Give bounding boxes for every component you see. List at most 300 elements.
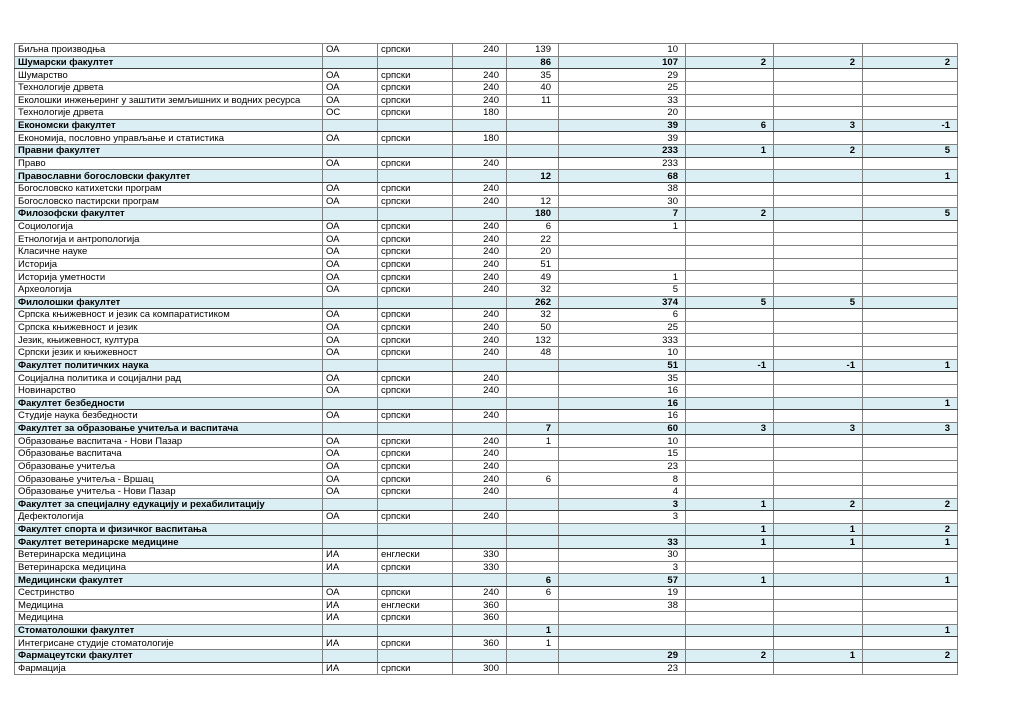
cell-study-type <box>323 170 378 183</box>
cell-value5: 1 <box>863 397 958 410</box>
cell-value3 <box>686 637 774 650</box>
cell-name: Образовање учитеља - Нови Пазар <box>15 485 323 498</box>
cell-language: српски <box>378 258 453 271</box>
program-row <box>15 107 958 120</box>
cell-name: Образовање васпитача - Нови Пазар <box>15 435 323 448</box>
cell-value1 <box>507 359 559 372</box>
cell-espb: 240 <box>453 410 507 423</box>
cell-name: Технологије дрвета <box>15 81 323 94</box>
cell-value1: 6 <box>507 574 559 587</box>
cell-language: српски <box>378 372 453 385</box>
cell-value1: 51 <box>507 258 559 271</box>
cell-language: енглески <box>378 549 453 562</box>
cell-value1: 48 <box>507 347 559 360</box>
cell-value1 <box>507 523 559 536</box>
cell-value5 <box>863 296 958 309</box>
program-row <box>15 258 958 271</box>
cell-value2: 10 <box>559 347 686 360</box>
cell-language: српски <box>378 94 453 107</box>
cell-value1 <box>507 549 559 562</box>
cell-value1: 11 <box>507 94 559 107</box>
cell-espb: 240 <box>453 283 507 296</box>
cell-espb: 240 <box>453 435 507 448</box>
cell-name: Стоматолошки факултет <box>15 624 323 637</box>
cell-study-type: ОС <box>323 107 378 120</box>
cell-value4 <box>774 410 863 423</box>
program-row <box>15 662 958 675</box>
cell-name: Економски факултет <box>15 119 323 132</box>
cell-study-type: ОА <box>323 321 378 334</box>
cell-value5 <box>863 309 958 322</box>
cell-espb: 240 <box>453 384 507 397</box>
cell-value5 <box>863 662 958 675</box>
cell-value1: 12 <box>507 170 559 183</box>
cell-name: Фармацеутски факултет <box>15 650 323 663</box>
cell-value5 <box>863 435 958 448</box>
cell-value4 <box>774 574 863 587</box>
cell-value1 <box>507 119 559 132</box>
cell-name: Социјална политика и социјални рад <box>15 372 323 385</box>
cell-value1 <box>507 599 559 612</box>
cell-value3 <box>686 586 774 599</box>
cell-value2: 33 <box>559 94 686 107</box>
cell-name: Археологија <box>15 283 323 296</box>
program-row <box>15 334 958 347</box>
cell-value3: 2 <box>686 56 774 69</box>
cell-language: српски <box>378 662 453 675</box>
faculty-section-row <box>15 170 958 183</box>
cell-value4 <box>774 586 863 599</box>
cell-value3 <box>686 220 774 233</box>
cell-value5 <box>863 511 958 524</box>
cell-value2: 25 <box>559 321 686 334</box>
cell-espb: 180 <box>453 132 507 145</box>
cell-value3: 1 <box>686 145 774 158</box>
cell-study-type: ОА <box>323 283 378 296</box>
cell-value2: 51 <box>559 359 686 372</box>
cell-name: Филозофски факултет <box>15 208 323 221</box>
program-row <box>15 182 958 195</box>
faculty-section-row <box>15 498 958 511</box>
cell-value3 <box>686 182 774 195</box>
cell-value4 <box>774 81 863 94</box>
program-row <box>15 309 958 322</box>
cell-language: српски <box>378 69 453 82</box>
faculty-section-row <box>15 650 958 663</box>
cell-name: Технологије дрвета <box>15 107 323 120</box>
cell-study-type: ОА <box>323 246 378 259</box>
cell-value1: 35 <box>507 69 559 82</box>
faculty-section-row <box>15 296 958 309</box>
program-row <box>15 220 958 233</box>
cell-language: српски <box>378 561 453 574</box>
cell-study-type: ОА <box>323 157 378 170</box>
cell-espb: 240 <box>453 182 507 195</box>
cell-study-type: ОА <box>323 473 378 486</box>
cell-value3 <box>686 624 774 637</box>
cell-value1 <box>507 536 559 549</box>
cell-espb <box>453 498 507 511</box>
cell-value1: 50 <box>507 321 559 334</box>
cell-espb: 330 <box>453 561 507 574</box>
cell-value3 <box>686 170 774 183</box>
cell-espb <box>453 56 507 69</box>
program-row <box>15 372 958 385</box>
cell-espb <box>453 208 507 221</box>
cell-language: српски <box>378 511 453 524</box>
cell-value3 <box>686 334 774 347</box>
cell-value3 <box>686 233 774 246</box>
cell-value3 <box>686 347 774 360</box>
cell-study-type: ИА <box>323 612 378 625</box>
cell-name: Ветеринарска медицина <box>15 549 323 562</box>
cell-value5: 2 <box>863 650 958 663</box>
cell-value1 <box>507 498 559 511</box>
cell-value2: 374 <box>559 296 686 309</box>
cell-study-type <box>323 296 378 309</box>
program-row <box>15 511 958 524</box>
cell-value2: 107 <box>559 56 686 69</box>
cell-name: Историја <box>15 258 323 271</box>
cell-value3 <box>686 94 774 107</box>
cell-study-type: ИА <box>323 599 378 612</box>
cell-study-type <box>323 359 378 372</box>
cell-value3: 1 <box>686 536 774 549</box>
cell-espb <box>453 119 507 132</box>
cell-value2 <box>559 233 686 246</box>
cell-value2: 38 <box>559 599 686 612</box>
cell-language <box>378 650 453 663</box>
cell-value4 <box>774 220 863 233</box>
faculties-programs-table <box>14 43 958 675</box>
cell-espb: 360 <box>453 612 507 625</box>
cell-espb: 240 <box>453 246 507 259</box>
program-row <box>15 132 958 145</box>
cell-study-type: ОА <box>323 94 378 107</box>
cell-value3: -1 <box>686 359 774 372</box>
cell-name: Факултет спорта и физичког васпитања <box>15 523 323 536</box>
cell-study-type: ИА <box>323 561 378 574</box>
cell-value2: 7 <box>559 208 686 221</box>
cell-name: Факултет безбедности <box>15 397 323 410</box>
cell-study-type <box>323 574 378 587</box>
cell-name: Шумарство <box>15 69 323 82</box>
cell-value2: 23 <box>559 662 686 675</box>
cell-value4 <box>774 473 863 486</box>
cell-value1 <box>507 397 559 410</box>
cell-language: српски <box>378 44 453 57</box>
cell-value5: 1 <box>863 574 958 587</box>
cell-study-type: ОА <box>323 69 378 82</box>
cell-language: српски <box>378 157 453 170</box>
cell-value3 <box>686 107 774 120</box>
cell-value4: 2 <box>774 145 863 158</box>
cell-name: Српска књижевност и језик са компаратистиком <box>15 309 323 322</box>
program-row <box>15 599 958 612</box>
cell-value4 <box>774 435 863 448</box>
cell-study-type: ОА <box>323 220 378 233</box>
spreadsheet-area <box>14 43 958 675</box>
cell-language <box>378 359 453 372</box>
cell-value1: 262 <box>507 296 559 309</box>
faculty-section-row <box>15 536 958 549</box>
cell-value5 <box>863 258 958 271</box>
cell-value2: 4 <box>559 485 686 498</box>
cell-language <box>378 397 453 410</box>
cell-value4 <box>774 384 863 397</box>
cell-value2: 1 <box>559 271 686 284</box>
cell-value3 <box>686 397 774 410</box>
cell-value2: 23 <box>559 460 686 473</box>
cell-study-type: ОА <box>323 309 378 322</box>
cell-espb <box>453 397 507 410</box>
cell-value1 <box>507 157 559 170</box>
program-row <box>15 549 958 562</box>
cell-name: Фармација <box>15 662 323 675</box>
cell-value1 <box>507 511 559 524</box>
cell-value3 <box>686 485 774 498</box>
cell-value3 <box>686 372 774 385</box>
cell-name: Ветеринарска медицина <box>15 561 323 574</box>
cell-value4: 2 <box>774 56 863 69</box>
cell-espb: 330 <box>453 549 507 562</box>
cell-value4 <box>774 208 863 221</box>
cell-value2: 60 <box>559 422 686 435</box>
cell-language: српски <box>378 182 453 195</box>
cell-language: српски <box>378 473 453 486</box>
cell-value3 <box>686 321 774 334</box>
faculty-section-row <box>15 624 958 637</box>
cell-value5: 5 <box>863 208 958 221</box>
cell-value5 <box>863 69 958 82</box>
cell-value4 <box>774 182 863 195</box>
cell-value3: 1 <box>686 498 774 511</box>
cell-value4 <box>774 549 863 562</box>
cell-name: Новинарство <box>15 384 323 397</box>
cell-value2: 29 <box>559 69 686 82</box>
cell-value2: 19 <box>559 586 686 599</box>
cell-value5: -1 <box>863 119 958 132</box>
cell-value5 <box>863 485 958 498</box>
cell-study-type: ОА <box>323 485 378 498</box>
cell-value3 <box>686 511 774 524</box>
cell-value5 <box>863 612 958 625</box>
cell-value1 <box>507 662 559 675</box>
cell-language <box>378 498 453 511</box>
cell-value4 <box>774 132 863 145</box>
cell-value2: 1 <box>559 220 686 233</box>
cell-value5: 1 <box>863 624 958 637</box>
cell-name: Српска књижевност и језик <box>15 321 323 334</box>
cell-value2: 35 <box>559 372 686 385</box>
cell-study-type: ОА <box>323 81 378 94</box>
cell-value2: 30 <box>559 195 686 208</box>
cell-language: српски <box>378 81 453 94</box>
cell-study-type: ОА <box>323 384 378 397</box>
cell-study-type: ИА <box>323 662 378 675</box>
cell-study-type <box>323 422 378 435</box>
cell-espb <box>453 624 507 637</box>
cell-espb: 240 <box>453 309 507 322</box>
cell-value3: 1 <box>686 523 774 536</box>
cell-name: Филолошки факултет <box>15 296 323 309</box>
program-row <box>15 321 958 334</box>
cell-value3: 6 <box>686 119 774 132</box>
cell-study-type: ИА <box>323 637 378 650</box>
cell-value3 <box>686 460 774 473</box>
cell-value4: 1 <box>774 536 863 549</box>
cell-language: српски <box>378 334 453 347</box>
faculty-section-row <box>15 119 958 132</box>
cell-value3 <box>686 599 774 612</box>
faculty-section-row <box>15 208 958 221</box>
cell-espb <box>453 170 507 183</box>
cell-name: Медицина <box>15 612 323 625</box>
cell-espb: 240 <box>453 347 507 360</box>
cell-value1 <box>507 485 559 498</box>
cell-value2: 33 <box>559 536 686 549</box>
cell-study-type <box>323 523 378 536</box>
cell-value3: 3 <box>686 422 774 435</box>
program-row <box>15 612 958 625</box>
cell-value2: 38 <box>559 182 686 195</box>
cell-value1 <box>507 460 559 473</box>
cell-value2 <box>559 624 686 637</box>
cell-value5 <box>863 246 958 259</box>
cell-value3: 1 <box>686 574 774 587</box>
cell-espb <box>453 422 507 435</box>
cell-value5 <box>863 460 958 473</box>
cell-study-type: ОА <box>323 372 378 385</box>
cell-name: Образовање учитеља <box>15 460 323 473</box>
cell-value5 <box>863 473 958 486</box>
cell-name: Језик, књижевност, култура <box>15 334 323 347</box>
cell-language: српски <box>378 220 453 233</box>
cell-value4 <box>774 511 863 524</box>
cell-value4 <box>774 309 863 322</box>
cell-value5 <box>863 195 958 208</box>
cell-value5 <box>863 347 958 360</box>
cell-espb: 240 <box>453 81 507 94</box>
cell-study-type: ОА <box>323 271 378 284</box>
cell-study-type <box>323 498 378 511</box>
cell-value2 <box>559 246 686 259</box>
cell-value2 <box>559 523 686 536</box>
cell-name: Православни богословски факултет <box>15 170 323 183</box>
cell-value5 <box>863 233 958 246</box>
cell-value5 <box>863 107 958 120</box>
cell-value2: 3 <box>559 511 686 524</box>
cell-espb: 240 <box>453 157 507 170</box>
cell-value2: 30 <box>559 549 686 562</box>
cell-value5 <box>863 410 958 423</box>
program-row <box>15 410 958 423</box>
cell-value4 <box>774 94 863 107</box>
cell-study-type: ОА <box>323 435 378 448</box>
cell-name: Шумарски факултет <box>15 56 323 69</box>
cell-value5: 5 <box>863 145 958 158</box>
cell-value1: 6 <box>507 220 559 233</box>
cell-language <box>378 119 453 132</box>
cell-study-type: ОА <box>323 44 378 57</box>
cell-study-type <box>323 624 378 637</box>
cell-language: српски <box>378 637 453 650</box>
cell-espb: 240 <box>453 473 507 486</box>
cell-value1 <box>507 107 559 120</box>
cell-value4 <box>774 485 863 498</box>
cell-language: енглески <box>378 599 453 612</box>
cell-language: српски <box>378 195 453 208</box>
cell-study-type <box>323 145 378 158</box>
cell-study-type: ОА <box>323 460 378 473</box>
cell-value3 <box>686 132 774 145</box>
cell-value5 <box>863 271 958 284</box>
cell-language <box>378 536 453 549</box>
cell-value1: 86 <box>507 56 559 69</box>
cell-espb: 240 <box>453 220 507 233</box>
cell-name: Социологија <box>15 220 323 233</box>
cell-value2: 25 <box>559 81 686 94</box>
cell-espb: 240 <box>453 233 507 246</box>
cell-language: српски <box>378 309 453 322</box>
program-row <box>15 271 958 284</box>
cell-espb <box>453 523 507 536</box>
cell-name: Дефектологија <box>15 511 323 524</box>
cell-study-type: ОА <box>323 258 378 271</box>
cell-language <box>378 523 453 536</box>
cell-language: српски <box>378 586 453 599</box>
cell-value3 <box>686 662 774 675</box>
cell-espb: 240 <box>453 258 507 271</box>
cell-value2: 39 <box>559 119 686 132</box>
cell-language <box>378 208 453 221</box>
cell-espb <box>453 574 507 587</box>
cell-value4 <box>774 195 863 208</box>
cell-value5 <box>863 283 958 296</box>
cell-value3: 2 <box>686 650 774 663</box>
cell-value4: 1 <box>774 650 863 663</box>
cell-value3 <box>686 384 774 397</box>
faculties-programs-table-body <box>15 44 958 675</box>
cell-value3: 2 <box>686 208 774 221</box>
cell-value5 <box>863 132 958 145</box>
cell-language: српски <box>378 107 453 120</box>
cell-value4 <box>774 599 863 612</box>
cell-value5: 3 <box>863 422 958 435</box>
cell-name: Историја уметности <box>15 271 323 284</box>
cell-value4 <box>774 258 863 271</box>
cell-espb: 240 <box>453 94 507 107</box>
cell-study-type: ОА <box>323 233 378 246</box>
cell-language: српски <box>378 283 453 296</box>
cell-language <box>378 145 453 158</box>
cell-value2: 20 <box>559 107 686 120</box>
cell-value3 <box>686 612 774 625</box>
cell-value3 <box>686 258 774 271</box>
faculty-section-row <box>15 523 958 536</box>
cell-study-type <box>323 208 378 221</box>
cell-value2: 39 <box>559 132 686 145</box>
cell-language: српски <box>378 410 453 423</box>
cell-language: српски <box>378 485 453 498</box>
cell-name: Медицина <box>15 599 323 612</box>
cell-value4 <box>774 561 863 574</box>
cell-value1: 180 <box>507 208 559 221</box>
cell-value1 <box>507 384 559 397</box>
cell-value3 <box>686 69 774 82</box>
program-row <box>15 637 958 650</box>
cell-value1 <box>507 132 559 145</box>
